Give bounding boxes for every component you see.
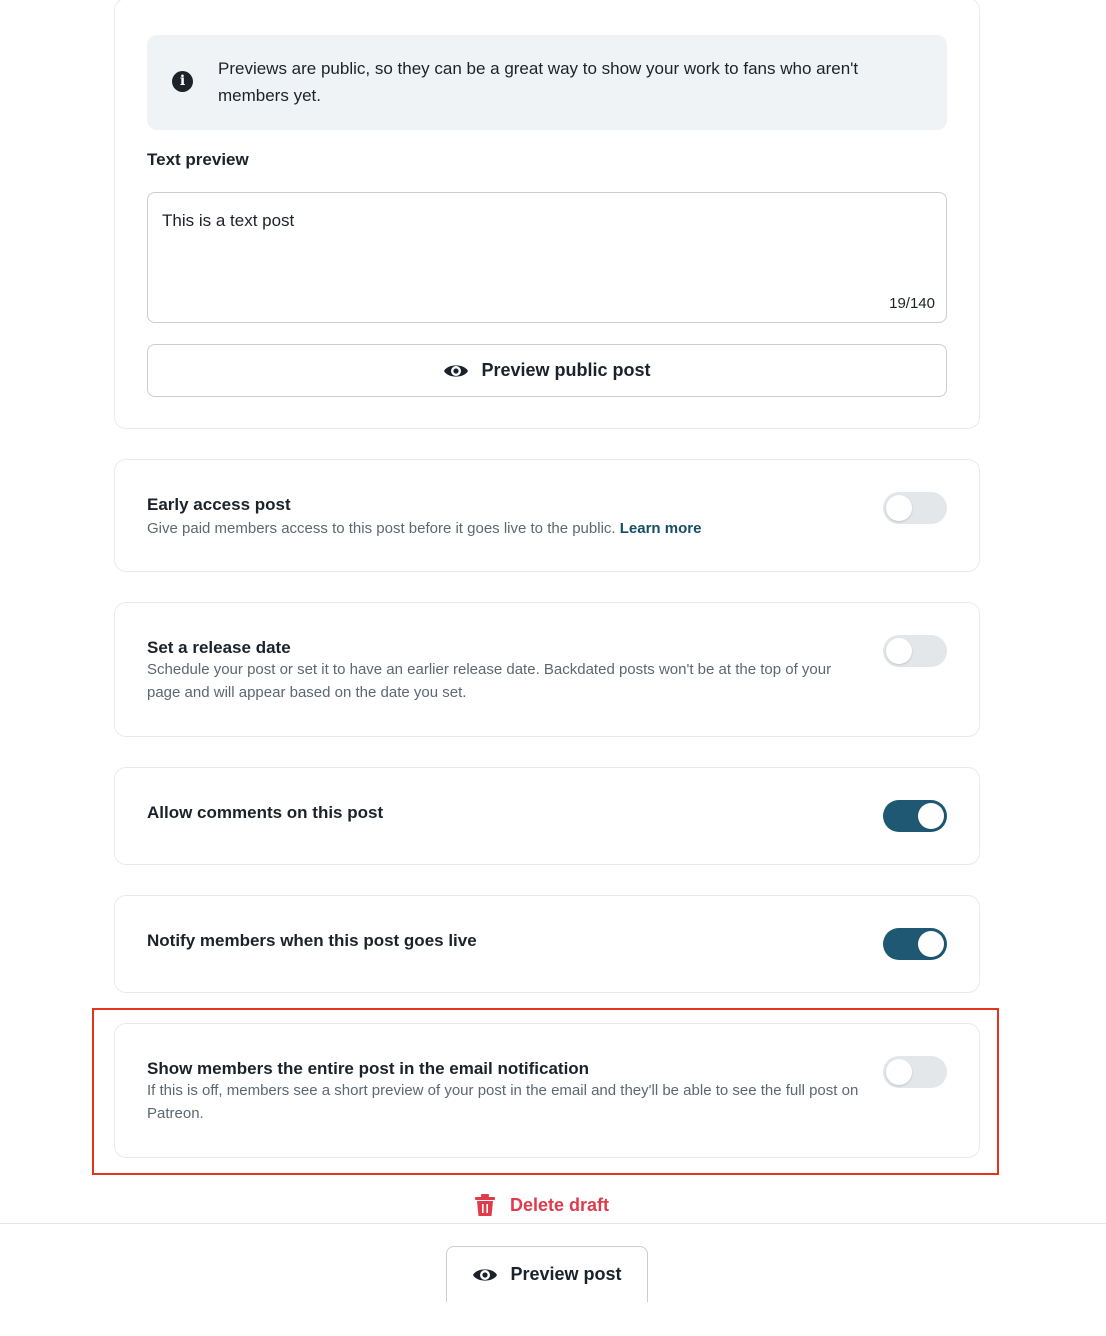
release-date-toggle[interactable] [883,635,947,667]
learn-more-link[interactable]: Learn more [619,520,702,537]
eye-icon [443,362,469,380]
early-access-toggle[interactable] [883,492,947,524]
early-access-card [114,459,980,572]
toggle-knob [918,803,944,829]
text-preview-value: This is a text post [162,211,295,230]
email-full-post-description: If this is off, members see a short preview of your post in the email and they'll be able to see the full post on Patreon. [147,1082,859,1122]
toggle-knob [918,931,944,957]
info-icon: i [172,71,193,92]
early-access-description [147,517,867,540]
preview-public-post-label: Preview public post [481,360,651,380]
release-date-card [114,602,980,737]
text-preview-label: Text preview [147,150,249,169]
toggle-knob [886,638,912,664]
toggle-knob [886,495,912,521]
highlight-box [92,1008,999,1175]
preview-card [114,0,980,429]
comments-card [114,767,980,865]
info-text: Previews are public, so they can be a great way to show your work to fans who aren't members yet. [218,59,859,105]
preview-post-label: Preview post [510,1264,622,1284]
eye-icon [472,1266,498,1284]
email-full-post-title: Show members the entire post in the email notification [147,1059,590,1078]
bottom-action-bar [0,1223,1106,1336]
char-count: 19/140 [889,295,935,312]
trash-icon [474,1193,496,1217]
info-banner [147,35,947,130]
preview-post-button[interactable] [446,1246,648,1302]
preview-public-post-button[interactable] [147,344,947,397]
notify-title: Notify members when this post goes live [147,931,477,950]
delete-draft-label: Delete draft [510,1194,610,1215]
notify-toggle[interactable] [883,928,947,960]
delete-draft-button[interactable] [474,1190,609,1220]
comments-toggle[interactable] [883,800,947,832]
early-access-title: Early access post [147,495,291,514]
comments-title: Allow comments on this post [147,803,384,822]
release-date-description: Schedule your post or set it to have an earlier release date. Backdated posts won't be at the top of your page and will appear based on the date you set. [147,661,832,701]
text-preview-textarea[interactable] [147,192,947,323]
release-date-title: Set a release date [147,638,291,657]
early-access-description-text: Give paid members access to this post before it goes live to the public. [147,520,616,537]
notify-card [114,895,980,993]
